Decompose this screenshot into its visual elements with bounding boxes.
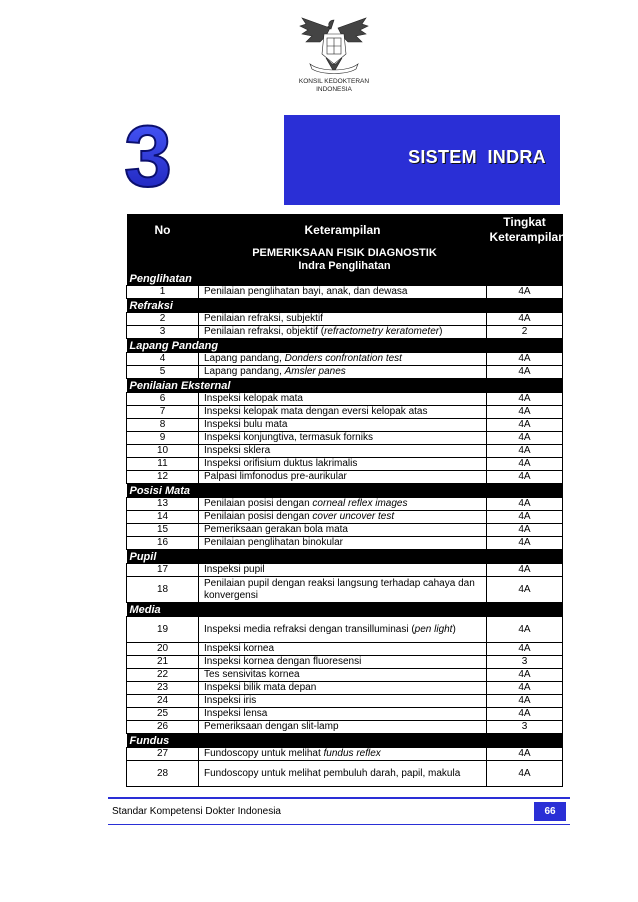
row-number: 17: [127, 564, 199, 577]
chapter-number-text: 3: [124, 118, 172, 190]
emblem-caption-line-2: INDONESIA: [316, 86, 352, 93]
row-level: 2: [487, 326, 563, 339]
row-description: Inspeksi bulu mata: [199, 419, 487, 432]
row-level: 4A: [487, 761, 563, 787]
row-description: Pemeriksaan dengan slit-lamp: [199, 721, 487, 734]
emblem-caption: [270, 78, 398, 94]
row-number: 2: [127, 313, 199, 326]
row-level: 4A: [487, 286, 563, 299]
row-number: 20: [127, 643, 199, 656]
row-level: 4A: [487, 313, 563, 326]
table-row: [127, 695, 563, 708]
row-number: 5: [127, 366, 199, 379]
row-description: Inspeksi media refraksi dengan transilluminasi (pen light): [199, 617, 487, 643]
row-number: 7: [127, 406, 199, 419]
footer-divider-bottom: [108, 824, 570, 825]
row-description: Fundoscopy untuk melihat pembuluh darah, papil, makula: [199, 761, 487, 787]
row-number: 8: [127, 419, 199, 432]
row-description: Inspeksi konjungtiva, termasuk forniks: [199, 432, 487, 445]
row-level: 4A: [487, 643, 563, 656]
category-label: Posisi Mata: [127, 484, 563, 498]
row-level: 4A: [487, 366, 563, 379]
row-number: 9: [127, 432, 199, 445]
table-row: [127, 656, 563, 669]
section-title-row: [127, 246, 563, 259]
category-row: [127, 734, 563, 748]
page-number: 66: [534, 802, 566, 821]
table-row: [127, 524, 563, 537]
table-row: [127, 564, 563, 577]
chapter-title: SISTEM INDRA: [408, 147, 546, 167]
row-level: 4A: [487, 406, 563, 419]
row-level: 4A: [487, 617, 563, 643]
table-row: [127, 577, 563, 603]
row-level: 4A: [487, 682, 563, 695]
table-row: [127, 537, 563, 550]
row-description: Inspeksi sklera: [199, 445, 487, 458]
row-number: 6: [127, 393, 199, 406]
table-header-row: [127, 214, 563, 246]
table-row: [127, 445, 563, 458]
category-label: Fundus: [127, 734, 563, 748]
row-number: 26: [127, 721, 199, 734]
footer-divider-top: [108, 797, 570, 799]
table-row: [127, 669, 563, 682]
row-number: 25: [127, 708, 199, 721]
table-row: [127, 682, 563, 695]
section-title: PEMERIKSAAN FISIK DIAGNOSTIK: [127, 246, 563, 259]
row-number: 11: [127, 458, 199, 471]
row-description: Inspeksi kelopak mata dengan eversi kelopak atas: [199, 406, 487, 419]
row-description: Penilaian penglihatan binokular: [199, 537, 487, 550]
table-row: [127, 313, 563, 326]
row-number: 16: [127, 537, 199, 550]
row-number: 21: [127, 656, 199, 669]
row-description: Inspeksi orifisium duktus lakrimalis: [199, 458, 487, 471]
category-label: Lapang Pandang: [127, 339, 563, 353]
table-row: [127, 761, 563, 787]
row-level: 4A: [487, 564, 563, 577]
row-number: 28: [127, 761, 199, 787]
row-description: Inspeksi lensa: [199, 708, 487, 721]
row-number: 15: [127, 524, 199, 537]
row-level: 4A: [487, 393, 563, 406]
table-row: [127, 498, 563, 511]
header-skill: Keterampilan: [199, 214, 487, 246]
row-description: Lapang pandang, Donders confrontation test: [199, 353, 487, 366]
row-description: Inspeksi pupil: [199, 564, 487, 577]
category-row: [127, 379, 563, 393]
row-number: 1: [127, 286, 199, 299]
row-number: 10: [127, 445, 199, 458]
category-label: Pupil: [127, 550, 563, 564]
row-level: 4A: [487, 498, 563, 511]
table-row: [127, 458, 563, 471]
table-row: [127, 721, 563, 734]
row-number: 19: [127, 617, 199, 643]
row-number: 3: [127, 326, 199, 339]
row-level: 4A: [487, 748, 563, 761]
row-level: 4A: [487, 432, 563, 445]
table-row: [127, 748, 563, 761]
row-description: Inspeksi kornea dengan fluoresensi: [199, 656, 487, 669]
row-number: 4: [127, 353, 199, 366]
table-row: [127, 643, 563, 656]
chapter-banner: [284, 115, 560, 205]
row-level: 3: [487, 721, 563, 734]
garuda-emblem-icon: [296, 14, 372, 80]
row-description: Penilaian refraksi, subjektif: [199, 313, 487, 326]
table-row: [127, 353, 563, 366]
table-row: [127, 366, 563, 379]
category-row: [127, 550, 563, 564]
row-level: 4A: [487, 524, 563, 537]
row-description: Penilaian posisi dengan cover uncover test: [199, 511, 487, 524]
footer-text: Standar Kompetensi Dokter Indonesia: [112, 806, 281, 817]
row-level: 4A: [487, 511, 563, 524]
row-description: Palpasi limfonodus pre-aurikular: [199, 471, 487, 484]
table-row: [127, 406, 563, 419]
category-row: [127, 484, 563, 498]
row-level: 4A: [487, 695, 563, 708]
category-label: Penilaian Eksternal: [127, 379, 563, 393]
row-number: 13: [127, 498, 199, 511]
table-row: [127, 286, 563, 299]
row-number: 18: [127, 577, 199, 603]
row-description: Penilaian penglihatan bayi, anak, dan dewasa: [199, 286, 487, 299]
category-label: Media: [127, 603, 563, 617]
category-row: [127, 603, 563, 617]
table-row: [127, 708, 563, 721]
section-subtitle: Indra Penglihatan: [127, 259, 563, 272]
category-label: Refraksi: [127, 299, 563, 313]
table-row: [127, 326, 563, 339]
section-subtitle-row: [127, 259, 563, 272]
table-row: [127, 617, 563, 643]
row-description: Inspeksi kornea: [199, 643, 487, 656]
emblem-caption-line-1: KONSIL KEDOKTERAN: [298, 78, 370, 85]
row-description: Tes sensivitas kornea: [199, 669, 487, 682]
row-level: 4A: [487, 669, 563, 682]
category-row: [127, 272, 563, 286]
skills-table: [126, 214, 566, 787]
row-number: 23: [127, 682, 199, 695]
row-level: 4A: [487, 577, 563, 603]
row-level: 4A: [487, 445, 563, 458]
row-level: 4A: [487, 458, 563, 471]
row-description: Inspeksi bilik mata depan: [199, 682, 487, 695]
table-row: [127, 432, 563, 445]
row-number: 27: [127, 748, 199, 761]
category-row: [127, 339, 563, 353]
row-description: Inspeksi iris: [199, 695, 487, 708]
row-description: Pemeriksaan gerakan bola mata: [199, 524, 487, 537]
header-level: Tingkat Keterampilan: [487, 214, 563, 246]
category-row: [127, 299, 563, 313]
row-number: 14: [127, 511, 199, 524]
category-label: Penglihatan: [127, 272, 563, 286]
table-row: [127, 419, 563, 432]
row-number: 12: [127, 471, 199, 484]
chapter-number: [118, 118, 178, 190]
row-level: 4A: [487, 419, 563, 432]
table-row: [127, 471, 563, 484]
table-row: [127, 511, 563, 524]
row-description: Penilaian pupil dengan reaksi langsung terhadap cahaya dan konvergensi: [199, 577, 487, 603]
row-level: 4A: [487, 708, 563, 721]
row-number: 22: [127, 669, 199, 682]
row-level: 4A: [487, 471, 563, 484]
row-description: Fundoscopy untuk melihat fundus reflex: [199, 748, 487, 761]
row-description: Penilaian posisi dengan corneal reflex images: [199, 498, 487, 511]
table-row: [127, 393, 563, 406]
row-description: Inspeksi kelopak mata: [199, 393, 487, 406]
row-level: 4A: [487, 353, 563, 366]
header-no: No: [127, 214, 199, 246]
row-level: 3: [487, 656, 563, 669]
row-description: Lapang pandang, Amsler panes: [199, 366, 487, 379]
row-level: 4A: [487, 537, 563, 550]
row-description: Penilaian refraksi, objektif (refractometry keratometer): [199, 326, 487, 339]
row-number: 24: [127, 695, 199, 708]
